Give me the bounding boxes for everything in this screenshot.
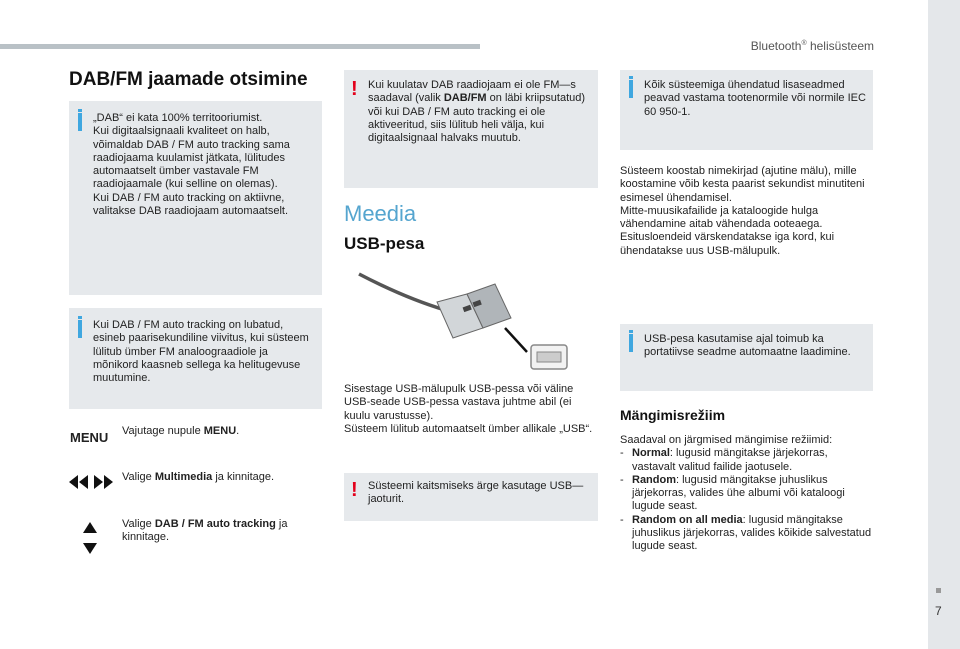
warning-icon: ! [351,479,358,501]
playlist-paragraph: Süsteem koostab nimekirjad (ajutine mälu), mille koostamine võib kesta paarist sekundist minutiteni esimesel ühendamisel. Mitte-muusikafailide ja kataloogide hulga vähendamine aitab vähendada ooteaega. Esitusloendeid värskendatakse iga kord, kui ühendatakse uus USB-mälupulk. [620,165,865,257]
info-note-standards [620,70,873,150]
usb-instructions: Sisestage USB-mälupulk USB-pessa või väline USB-seade USB-pessa vastava juhtme abil (ei kuulu varustusse). Süsteem lülitub automaatselt ümber allikale „USB“. [344,383,593,435]
play-mode-title: Mängimisrežiim [620,407,726,423]
play-modes [620,434,873,554]
info-note-text: „DAB“ ei kata 100% territooriumist. Kui digitaalsignaali kvaliteet on halb, võimaldab DAB / FM auto tracking sama raadiojaama kuulamist jätkata, lülitudes automaatselt ümber vastavale FM raadiojaamale (kui selline on olemas). Kui DAB / FM auto tracking on aktiivne, valitakse DAB raadiojaam automaatselt. [93,112,290,218]
up-down-arrows-icon [83,522,97,554]
left-right-arrows-icon [69,474,113,490]
play-modes-list [620,447,873,553]
info-icon [78,320,82,338]
info-note-text: USB-pesa kasutamise ajal toimub ka portatiivse seadme automaatne laadimine. [644,333,851,359]
info-icon [629,334,633,352]
info-note-text: Kui DAB / FM auto tracking on lubatud, esineb paarisekundiline viivitus, kui süsteem lülitub ümber FM analoograadiole ja mõnikord kaasneb sellega ka helitugevuse muutumine. [93,319,309,385]
step-press-menu: Vajutage nupule MENU. [122,425,240,437]
step-select-multimedia: Valige Multimedia ja kinnitage. [122,471,275,483]
top-rule [0,44,480,49]
warning-note-text: Süsteemi kaitsmiseks ärge kasutage USB—jaoturit. [368,480,584,506]
usb-plug-illustration [355,268,575,374]
list-item: - Random: lugusid mängitakse juhuslikus järjekorras, valides ühe albumi või kataloogi lugude seast. [620,474,873,514]
warning-icon: ! [351,78,358,100]
page-end-marker [936,588,941,593]
side-strip [928,0,960,649]
info-icon [78,113,82,131]
step-select-dab-fm: Valige DAB / FM auto tracking ja kinnitage. [122,518,288,544]
info-note-text: Kõik süsteemiga ühendatud lisaseadmed peavad vastama tootenormile või normile IEC 60 950-1. [644,79,866,118]
info-note-delay [69,308,322,409]
page-number: 7 [935,604,942,618]
play-modes-intro: Saadaval on järgmised mängimise režiimid: [620,434,833,446]
warning-note-usb-hub [344,473,598,521]
media-heading: Meedia [344,201,417,226]
info-icon [629,80,633,98]
page-header: Bluetooth® helisüsteem [750,39,874,53]
info-note-charging [620,324,873,391]
section-title: DAB/FM jaamade otsimine [69,69,308,90]
list-item: - Normal: lugusid mängitakse järjekorras, vastavalt valitud failide jaotusele. [620,447,873,474]
usb-socket-title: USB-pesa [344,234,425,253]
menu-button-icon: MENU [70,430,109,445]
list-item: - Random on all media: lugusid mängitakse juhuslikus järjekorras, valides kõikide salvestatud lugude seast. [620,514,873,554]
warning-note-text: Kui kuulatav DAB raadiojaam ei ole FM—s saadaval (valik DAB/FM on läbi kriipsutatud) või kui DAB / FM auto tracking ei ole aktiveeritud, siis lülitub heli välja, kui digitaalsignaal halvaks muutub. [368,79,586,145]
info-note-dab-coverage [69,101,322,295]
warning-note-dab-unavailable [344,70,598,188]
